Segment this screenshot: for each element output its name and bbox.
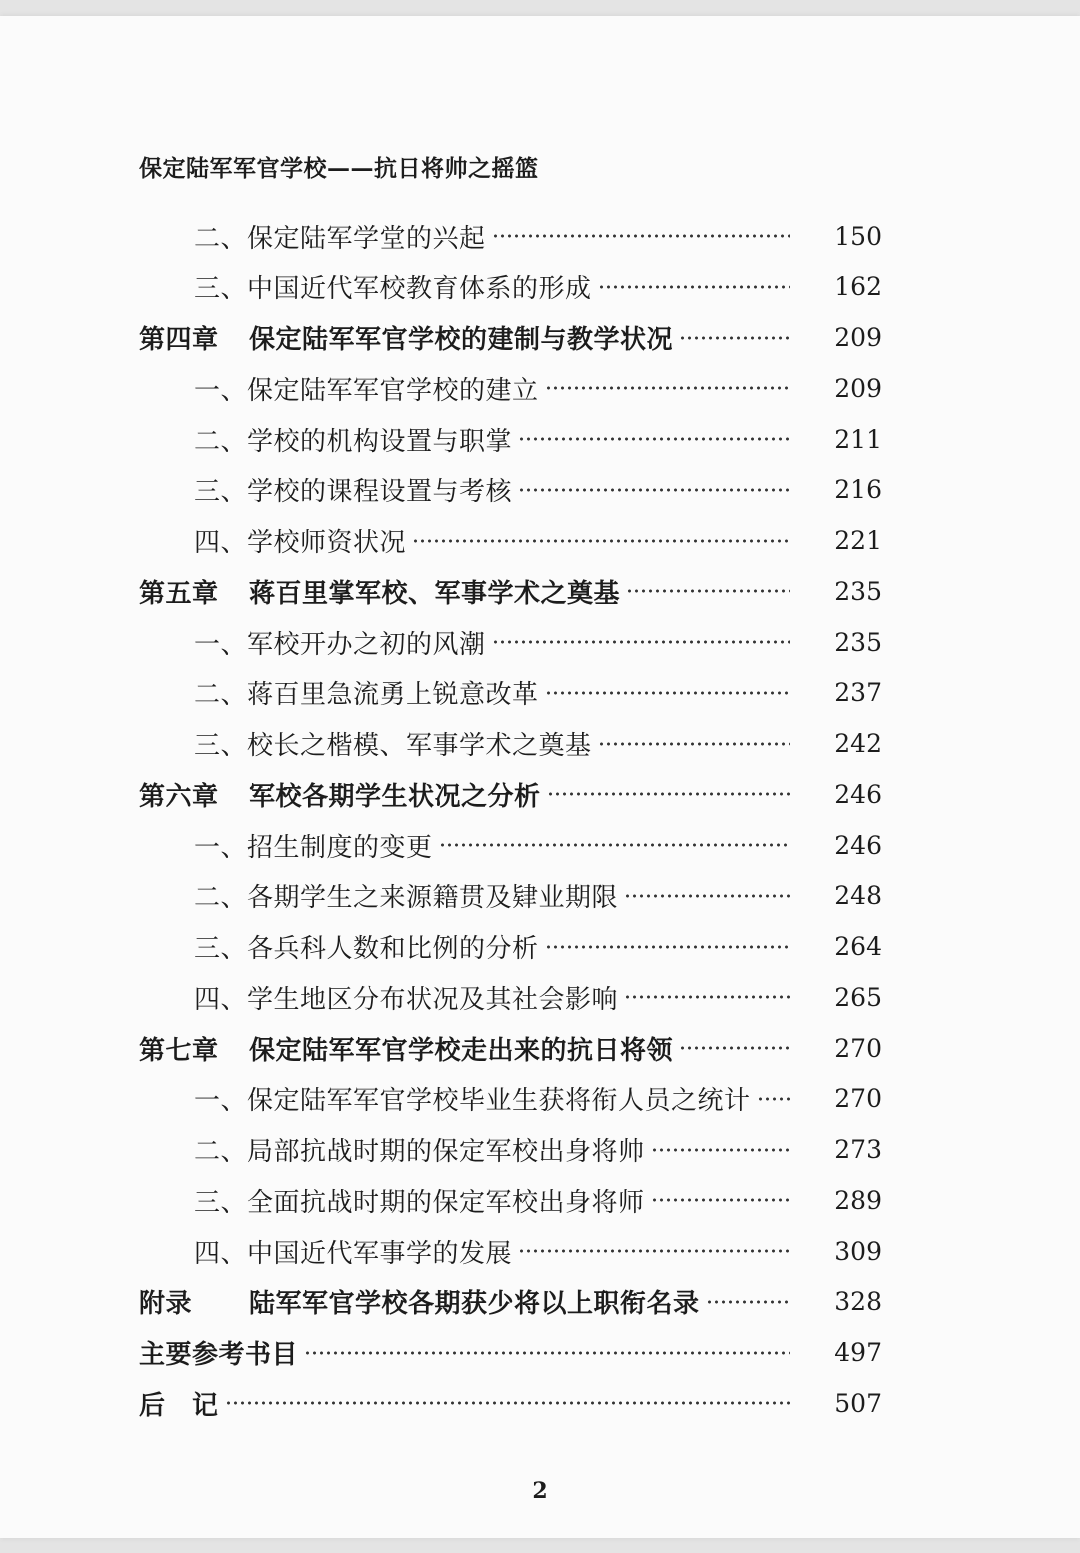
toc-page-number: 162 <box>834 272 882 302</box>
toc-entry-title: 学生地区分布状况及其社会影响 <box>247 984 619 1015</box>
toc-page-number: 209 <box>834 323 882 352</box>
dot-leader <box>545 680 790 706</box>
toc-entry-label <box>0 421 512 458</box>
toc-section-entry <box>0 1176 1080 1224</box>
toc-entry-title: 军校开办之初的风潮 <box>247 629 486 660</box>
toc-entry-number: 三、 <box>194 934 248 964</box>
toc-entry-title: 保定陆军军官学校走出来的抗日将领 <box>249 1035 674 1066</box>
dot-leader <box>545 375 790 401</box>
toc-entry-number: 一、 <box>194 1086 248 1117</box>
toc-page-number: 246 <box>834 779 882 809</box>
toc-entry-label <box>0 1131 645 1168</box>
toc-page-number: 309 <box>834 1236 882 1266</box>
toc-section-entry <box>0 1227 1080 1275</box>
toc-entry-title: 招生制度的变更 <box>247 832 433 863</box>
toc-section-entry <box>0 364 1080 412</box>
dot-leader <box>757 1086 790 1112</box>
toc-entry-title: 全面抗战时期的保定军校出身将师 <box>247 1187 645 1218</box>
toc-entry-number: 第四章 <box>139 325 219 355</box>
toc-entry-title: 主要参考书目 <box>139 1340 299 1370</box>
toc-page-number: 264 <box>834 932 882 961</box>
toc-entry-label <box>0 1283 700 1320</box>
toc-entry-label <box>0 1080 751 1117</box>
toc-entry-number: 三、 <box>194 477 248 508</box>
toc-entry-title: 保定陆军学堂的兴起 <box>247 223 486 254</box>
toc-entry-number: 二、 <box>194 223 248 254</box>
toc-entry-label <box>0 928 539 965</box>
dot-leader <box>439 832 790 858</box>
toc-chapter-entry <box>0 314 1080 362</box>
toc-chapter-entry <box>0 1278 1080 1326</box>
toc-section-entry <box>0 517 1080 565</box>
toc-entry-number: 一、 <box>194 375 248 406</box>
toc-entry-title: 学校师资状况 <box>247 528 407 558</box>
dot-leader <box>624 883 790 909</box>
book-page <box>0 16 1080 1538</box>
toc-entry-title: 蒋百里掌军校、军事学术之奠基 <box>249 578 621 609</box>
dot-leader <box>518 1238 790 1264</box>
toc-entry-title: 保定陆军军官学校毕业生获将衔人员之统计 <box>247 1086 751 1117</box>
toc-entry-label <box>0 522 406 559</box>
toc-entry-number: 四、 <box>194 1238 248 1269</box>
toc-chapter-entry <box>0 1024 1080 1072</box>
toc-section-entry <box>0 263 1080 311</box>
toc-entry-number: 四、 <box>194 528 248 558</box>
toc-entry-label <box>0 319 673 356</box>
toc-section-entry <box>0 973 1080 1021</box>
toc-entry-title: 保定陆军军官学校的建制与教学状况 <box>249 325 674 355</box>
page-folio: 2 <box>532 1478 548 1504</box>
toc-section-entry <box>0 618 1080 666</box>
toc-page-number: 270 <box>834 1033 882 1063</box>
dot-leader <box>598 731 790 757</box>
running-head: 保定陆军军官学校——抗日将帅之摇篮 <box>139 155 539 182</box>
toc-chapter-entry <box>0 770 1080 818</box>
toc-entry-number: 二、 <box>194 883 248 914</box>
toc-entry-label <box>0 674 539 711</box>
toc-page-number: 273 <box>834 1135 882 1164</box>
toc-entry-title: 局部抗战时期的保定军校出身将帅 <box>247 1137 645 1167</box>
toc-page-number: 216 <box>834 475 882 505</box>
toc-entry-label <box>0 1182 645 1219</box>
toc-page-number: 507 <box>834 1388 882 1418</box>
dot-leader <box>492 223 790 249</box>
toc-entry-number: 四、 <box>194 984 248 1015</box>
toc-entry-label <box>0 776 541 813</box>
toc-page-number: 221 <box>834 526 882 555</box>
toc-entry-number: 第七章 <box>139 1035 219 1066</box>
toc-entry-title: 军校各期学生状况之分析 <box>249 781 541 812</box>
toc-entry-label <box>0 624 486 661</box>
dot-leader <box>598 274 790 300</box>
toc-chapter-entry <box>0 1379 1080 1427</box>
toc-section-entry <box>0 1075 1080 1123</box>
toc-page-number: 211 <box>834 424 882 454</box>
toc-entry-number: 三、 <box>194 274 248 305</box>
dot-leader <box>706 1289 790 1315</box>
toc-entry-title: 保定陆军军官学校的建立 <box>247 375 539 406</box>
toc-entry-title: 陆军军官学校各期获少将以上职衔名录 <box>249 1289 700 1320</box>
dot-leader <box>545 934 790 960</box>
toc-entry-number: 三、 <box>194 731 248 761</box>
toc-entry-label <box>0 1030 673 1067</box>
dot-leader <box>679 1035 790 1061</box>
toc-section-entry <box>0 212 1080 260</box>
dot-leader <box>547 781 790 807</box>
toc-entry-label <box>0 877 618 914</box>
toc-entry-title: 中国近代军校教育体系的形成 <box>247 274 592 305</box>
toc-entry-title: 中国近代军事学的发展 <box>247 1238 513 1269</box>
toc-page-number: 328 <box>834 1287 882 1317</box>
toc-entry-number: 二、 <box>194 426 248 457</box>
toc-page-number: 265 <box>834 982 882 1012</box>
toc-page-number: 248 <box>834 881 882 911</box>
toc-entry-number: 一、 <box>194 629 248 660</box>
toc-entry-label <box>0 218 486 255</box>
toc-entry-number: 三、 <box>194 1187 248 1218</box>
toc-entry-label <box>0 725 592 762</box>
toc-entry-number: 第六章 <box>139 781 219 812</box>
dot-leader <box>651 1137 790 1163</box>
toc-entry-number: 第五章 <box>139 578 219 609</box>
dot-leader <box>518 477 790 503</box>
toc-section-entry <box>0 669 1080 717</box>
dot-leader <box>412 528 790 554</box>
toc-chapter-entry <box>0 1329 1080 1377</box>
toc-entry-title: 校长之楷模、军事学术之奠基 <box>247 731 592 761</box>
toc-entry-number: 一、 <box>194 832 248 863</box>
toc-page-number: 209 <box>834 373 882 403</box>
dot-leader <box>679 325 790 351</box>
toc-section-entry <box>0 923 1080 971</box>
toc-page-number: 497 <box>834 1338 882 1367</box>
toc-page-number: 150 <box>834 221 882 251</box>
toc-page-number: 235 <box>834 576 882 606</box>
toc-section-entry <box>0 466 1080 514</box>
toc-entry-title: 学校的课程设置与考核 <box>247 477 513 508</box>
dot-leader <box>492 629 790 655</box>
toc-entry-label <box>0 1385 219 1422</box>
toc-entry-number: 二、 <box>194 1137 248 1167</box>
dot-leader <box>651 1187 790 1213</box>
toc-page-number: 235 <box>834 627 882 657</box>
toc-page-number: 246 <box>834 830 882 860</box>
toc-section-entry <box>0 1126 1080 1174</box>
dot-leader <box>624 984 790 1010</box>
toc-page-number: 237 <box>834 678 882 708</box>
toc-entry-label <box>0 979 618 1016</box>
toc-entry-number: 附录 <box>139 1289 193 1320</box>
toc-page-number: 242 <box>834 729 882 758</box>
toc-section-entry <box>0 872 1080 920</box>
dot-leader <box>304 1340 790 1366</box>
toc-page-number: 270 <box>834 1084 882 1114</box>
toc-entry-title: 学校的机构设置与职掌 <box>247 426 513 457</box>
toc-section-entry <box>0 720 1080 768</box>
toc-entry-label <box>0 268 592 305</box>
toc-section-entry <box>0 821 1080 869</box>
toc-section-entry <box>0 415 1080 463</box>
toc-entry-label <box>0 1334 298 1371</box>
toc-entry-label <box>0 471 512 508</box>
toc-entry-label <box>0 573 620 610</box>
dot-leader <box>225 1390 790 1416</box>
toc-page-number: 289 <box>834 1185 882 1215</box>
toc-entry-label <box>0 827 433 864</box>
toc-entry-title: 各兵科人数和比例的分析 <box>247 934 539 964</box>
toc-entry-title: 各期学生之来源籍贯及肄业期限 <box>247 883 619 914</box>
toc-entry-label <box>0 370 539 407</box>
toc-entry-title: 蒋百里急流勇上锐意改革 <box>247 680 539 711</box>
toc-chapter-entry <box>0 567 1080 615</box>
toc-entry-title: 后 记 <box>139 1390 219 1421</box>
dot-leader <box>518 426 790 452</box>
toc-entry-label <box>0 1233 512 1270</box>
toc-entry-number: 二、 <box>194 680 248 711</box>
dot-leader <box>626 578 790 604</box>
